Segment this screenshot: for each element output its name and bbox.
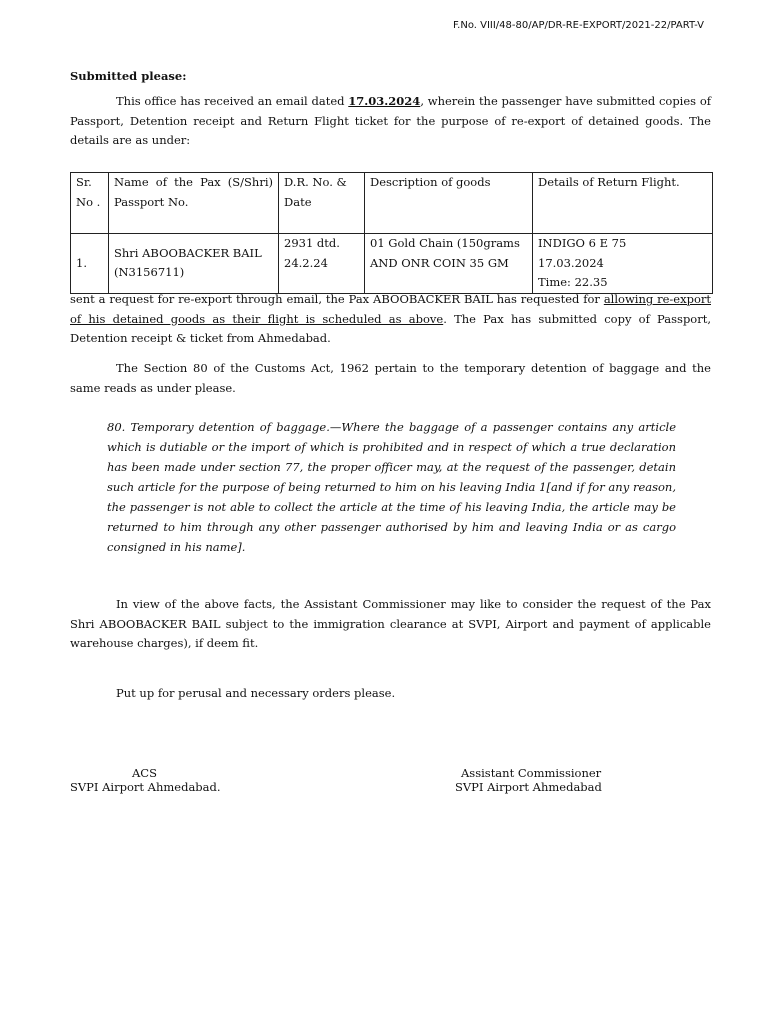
closing-paragraph: Put up for perusal and necessary orders please. — [116, 686, 396, 700]
intro-text-after: , wherein the passenger have submitted copies of Passport, Detention receipt and Return Flight ticket for the purpose of re-export of detained goods. The details are as under: — [70, 94, 712, 148]
table-row — [71, 234, 713, 294]
flight-time: Time: 22.35 — [538, 275, 608, 290]
signature-right-place: SVPI Airport Ahmedabad — [455, 780, 602, 794]
signature-right-title: Assistant Commissioner — [461, 766, 602, 780]
section-80-paragraph: The Section 80 of the Customs Act, 1962 pertain to the temporary detention of baggage and the same reads as under please. — [70, 361, 711, 395]
file-number: F.No. VIII/48-80/AP/DR-RE-EXPORT/2021-22/PART-V — [453, 20, 704, 31]
request-paragraph — [70, 290, 711, 349]
details-table — [70, 172, 713, 294]
heading-submitted: Submitted please: — [70, 69, 187, 83]
cell-pax-name: Shri ABOOBACKER BAIL (N3156711) — [109, 234, 279, 294]
signature-left-place: SVPI Airport Ahmedabad. — [70, 780, 221, 794]
cell-sr: 1. — [71, 234, 109, 294]
header-return-flight: Details of Return Flight. — [533, 173, 713, 234]
signature-right — [455, 766, 602, 794]
intro-text-before: This office has received an email dated — [116, 94, 349, 108]
section-80-quote: 80. Temporary detention of baggage.—Where the baggage of a passenger contains any article which is dutiable or the import of which is prohibited and in respect of which a true declaration has been made under section 77, the proper officer may, at the request of the passenger, detain such article for the purpose of being returned to him on his leaving India 1[and if for any reason, the passenger is not able to collect the article at the time of his leaving India, the article may be returned to him through any other passenger authorised by him and leaving India or as cargo consigned in his name]. — [107, 420, 676, 554]
email-date: 17.03.2024 — [348, 94, 421, 108]
header-sr-no: Sr. No . — [71, 173, 109, 234]
facts-paragraph: In view of the above facts, the Assistant Commissioner may like to consider the request of the Pax Shri ABOOBACKER BAIL subject to the immigration clearance at SVPI, Airport and payment of applicable warehouse charges), if deem fit. — [70, 597, 711, 651]
request-text-before: sent a request for re-export through email, the Pax ABOOBACKER BAIL has requested for — [70, 292, 604, 306]
flight-date: 17.03.2024 — [538, 255, 604, 270]
signature-left-title: ACS — [132, 766, 157, 780]
header-goods: Description of goods — [365, 173, 533, 234]
header-dr-no: D.R. No. & Date — [279, 173, 365, 234]
intro-paragraph — [70, 92, 711, 151]
cell-goods: 01 Gold Chain (150grams AND ONR COIN 35 GM — [365, 234, 533, 294]
table-header-row — [71, 173, 713, 234]
request-underlined: allowing re-export of his detained goods as their flight is scheduled as above — [70, 292, 711, 326]
request-text-after: . The Pax has submitted copy of Passport, Detention receipt & ticket from Ahmedabad. — [70, 311, 711, 346]
cell-dr-no: 2931 dtd. 24.2.24 — [279, 234, 365, 294]
signature-left — [70, 766, 221, 794]
header-pax-name: Name of the Pax (S/Shri) Passport No. — [109, 173, 279, 234]
cell-return-flight — [533, 234, 713, 294]
flight-number: INDIGO 6 E 75 — [538, 236, 627, 250]
